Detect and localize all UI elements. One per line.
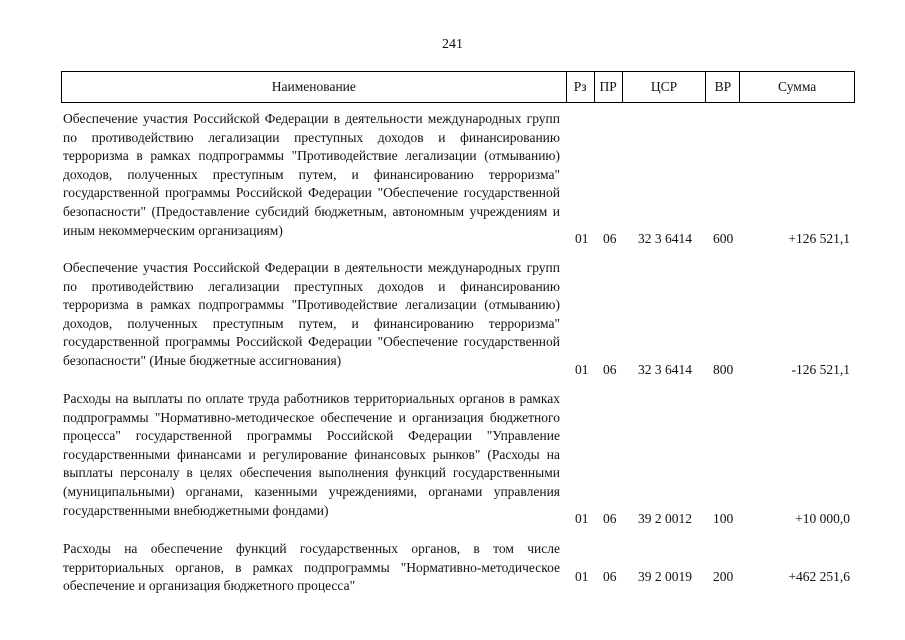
header-pr: ПР — [595, 72, 623, 102]
row-vr: 600 — [713, 231, 734, 246]
header-name: Наименование — [62, 72, 567, 102]
header-vr: ВР — [706, 72, 740, 102]
row-rz: 01 — [575, 569, 589, 584]
row-sum: +126 521,1 — [788, 231, 850, 246]
header-rz: Рз — [567, 72, 595, 102]
row-pr: 06 — [603, 231, 617, 246]
row-vr: 200 — [713, 569, 734, 584]
row-rz: 01 — [575, 362, 589, 377]
row-csr: 32 3 6414 — [638, 231, 692, 246]
row-sum: -126 521,1 — [791, 362, 850, 377]
table-row — [63, 259, 853, 377]
row-csr: 39 2 0012 — [638, 511, 692, 526]
row-sum: +10 000,0 — [795, 511, 850, 526]
row-description: Обеспечение участия Российской Федерации в деятельности международных групп по противодействию легализации преступных доходов и финансированию терроризма в рамках подпрограммы "Противодействие легализации (отмыванию) доходов, полученных преступным путем, и финансированию терроризма" государственной программы Российской Федерации "Обеспечение государственной безопасности" (Предоставление субсидий бюджетным, автономным учреждениям и иным некоммерческим организациям) — [63, 111, 560, 238]
row-description: Расходы на обеспечение функций государственных органов, в том числе территориальных органов, в рамках подпрограммы "Нормативно-методическое обеспечение и организация бюджетного процесса" — [63, 541, 560, 594]
table-row — [63, 540, 853, 596]
header-csr: ЦСР — [623, 72, 707, 102]
row-csr: 39 2 0019 — [638, 569, 692, 584]
table-row — [63, 390, 853, 526]
row-csr: 32 3 6414 — [638, 362, 692, 377]
row-description: Обеспечение участия Российской Федерации в деятельности международных групп по противодействию легализации преступных доходов и финансированию терроризма в рамках подпрограммы "Противодействие легализации (отмыванию) доходов, полученных преступным путем, и финансированию терроризма" государственной программы Российской Федерации "Обеспечение государственной безопасности" (Иные бюджетные ассигнования) — [63, 260, 560, 368]
row-rz: 01 — [575, 231, 589, 246]
page-number: 241 — [442, 37, 463, 52]
row-vr: 800 — [713, 362, 734, 377]
row-sum: +462 251,6 — [788, 569, 850, 584]
row-pr: 06 — [603, 511, 617, 526]
table-row — [63, 110, 853, 246]
row-pr: 06 — [603, 362, 617, 377]
row-pr: 06 — [603, 569, 617, 584]
table-header — [61, 71, 855, 103]
row-vr: 100 — [713, 511, 734, 526]
row-rz: 01 — [575, 511, 589, 526]
header-sum: Сумма — [778, 79, 817, 94]
row-description: Расходы на выплаты по оплате труда работников территориальных органов в рамках подпрограммы "Нормативно-методическое обеспечение и организация бюджетного процесса" государственной программы Российской Федерации "Управление государственными финансами и регулирование финансовых рынков" (Расходы на выплаты персоналу в целях обеспечения выполнения функций государственными (муниципальными) органами, казенными учреждениями, органами управления государственными внебюджетными фондами) — [63, 391, 560, 518]
